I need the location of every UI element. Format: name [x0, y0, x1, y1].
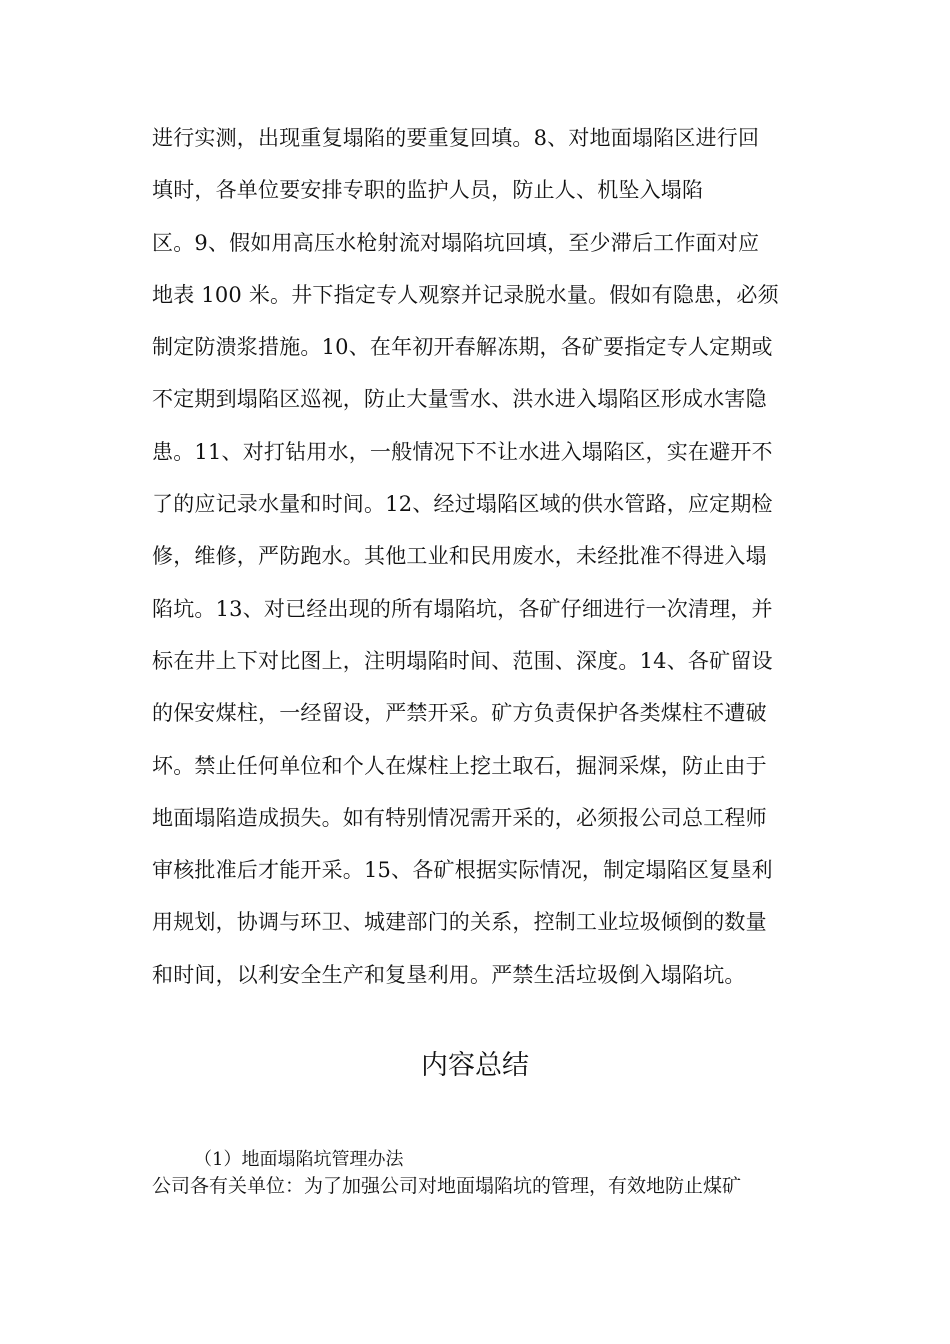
body-line-1: 进行实测，出现重复塌陷的要重复回填。8、对地面塌陷区进行回	[152, 126, 760, 150]
body-line-6: 不定期到塌陷区巡视，防止大量雪水、洪水进入塌陷区形成水害隐	[152, 387, 767, 412]
summary-text: 公司各有关单位：为了加强公司对地面塌陷坑的管理，有效地防止煤矿	[152, 1175, 742, 1197]
body-paragraph	[152, 116, 802, 1005]
body-line-4: 地表 100 米。井下指定专人观察并记录脱水量。假如有隐患，必须	[152, 282, 779, 307]
body-line-17: 和时间，以利安全生产和复垦利用。严禁生活垃圾倒入塌陷坑。	[152, 962, 746, 987]
body-line-7: 患。11、对打钻用水，一般情况下不让水进入塌陷区，实在避开不	[152, 439, 773, 464]
body-line-10: 陷坑。13、对已经出现的所有塌陷坑，各矿仔细进行一次清理，并	[152, 596, 773, 621]
body-line-8: 了的应记录水量和时间。12、经过塌陷区域的供水管路，应定期检	[152, 492, 773, 517]
body-line-16: 用规划，协调与环卫、城建部门的关系，控制工业垃圾倾倒的数量	[152, 910, 767, 935]
summary-section	[152, 1147, 802, 1199]
summary-title: 内容总结	[421, 1050, 529, 1081]
body-line-14: 地面塌陷造成损失。如有特别情况需开采的，必须报公司总工程师	[152, 805, 767, 830]
body-line-9: 修，维修，严防跑水。其他工业和民用废水，未经批准不得进入塌	[152, 544, 767, 569]
body-line-11: 标在井上下对比图上，注明塌陷时间、范围、深度。14、各矿留设	[152, 648, 773, 673]
body-line-12: 的保安煤柱，一经留设，严禁开采。矿方负责保护各类煤柱不遭破	[152, 701, 767, 726]
summary-heading: （1）地面塌陷坑管理办法	[194, 1149, 404, 1170]
body-line-13: 坏。禁止任何单位和个人在煤柱上挖土取石，掘洞采煤，防止由于	[152, 753, 767, 778]
body-line-15: 审核批准后才能开采。15、各矿根据实际情况，制定塌陷区复垦利	[152, 858, 773, 883]
body-line-3: 区。9、假如用高压水枪射流对塌陷坑回填，至少滞后工作面对应	[152, 230, 760, 255]
body-line-2: 填时，各单位要安排专职的监护人员，防止人、机坠入塌陷	[152, 178, 704, 203]
body-line-5: 制定防溃浆措施。10、在年初开春解冻期，各矿要指定专人定期或	[152, 335, 773, 360]
